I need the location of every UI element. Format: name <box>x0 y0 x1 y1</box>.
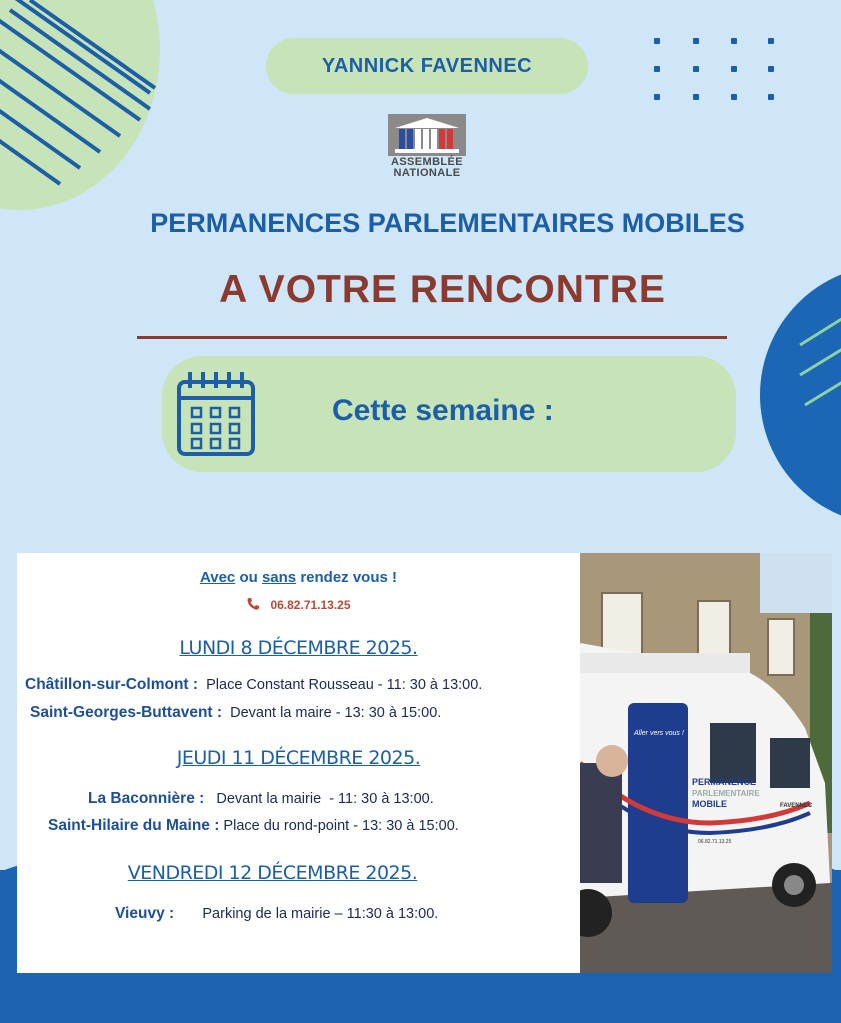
van-text-line2: PARLEMENTAIRE <box>692 789 760 798</box>
rdv-rest: rendez vous ! <box>296 569 398 586</box>
entry-detail: Devant la mairie - 11: 30 à 13:00. <box>216 791 434 807</box>
phone-icon <box>246 597 260 611</box>
appointment-note <box>17 569 580 586</box>
rdv-avec: Avec <box>199 569 236 586</box>
page-subtitle: PERMANENCES PARLEMENTAIRES MOBILES <box>150 208 745 238</box>
week-label: Cette semaine : <box>332 394 554 427</box>
entry-detail: Parking de la mairie – 11:30 à 13:00. <box>202 906 439 922</box>
van-brand: FAVENNEC <box>780 803 813 809</box>
entry-detail: Devant la maire - 13: 30 à 15:00. <box>230 705 442 721</box>
entry-place: Saint-Hilaire du Maine : <box>48 817 220 834</box>
schedule-entry <box>88 790 434 808</box>
entry-detail: Place du rond-point - 13: 30 à 15:00. <box>223 818 459 834</box>
schedule-panel <box>17 553 580 973</box>
decorative-green-circle <box>0 0 160 210</box>
title-divider <box>137 336 727 339</box>
day-heading-thursday: JEUDI 11 DÉCEMBRE 2025. <box>176 747 421 769</box>
van-door-text: Aller vers vous ! <box>634 730 684 737</box>
van-text-line3: MOBILE <box>692 799 727 809</box>
van-phone: 06.82.71.13.25 <box>698 839 732 845</box>
logo-text <box>370 157 484 179</box>
schedule-entry <box>48 817 459 835</box>
deputy-name: YANNICK FAVENNEC <box>321 54 533 77</box>
day-heading-monday: LUNDI 8 DÉCEMBRE 2025. <box>179 637 418 659</box>
entry-place: Saint-Georges-Buttavent : <box>30 704 223 721</box>
page-title: A VOTRE RENCONTRE <box>219 268 666 311</box>
schedule-entry <box>115 905 438 923</box>
entry-place: La Baconnière : <box>88 790 205 807</box>
van-photo <box>580 553 832 973</box>
rdv-ou: ou <box>235 569 262 586</box>
calendar-icon <box>176 368 256 458</box>
van-text-line1: PERMANENCE <box>692 777 757 787</box>
schedule-entry <box>30 704 441 722</box>
schedule-entry <box>25 676 482 694</box>
logo-text-line1: ASSEMBLÉE <box>390 156 464 168</box>
logo-text-line2: NATIONALE <box>393 167 461 179</box>
entry-place: Châtillon-sur-Colmont : <box>25 676 199 693</box>
phone-line <box>17 597 580 612</box>
rdv-sans: sans <box>261 569 297 586</box>
entry-place: Vieuvy : <box>115 905 175 922</box>
phone-number[interactable]: 06.82.71.13.25 <box>270 598 351 612</box>
day-heading-friday: VENDREDI 12 DÉCEMBRE 2025. <box>127 862 418 884</box>
deputy-name-badge <box>266 38 588 94</box>
entry-detail: Place Constant Rousseau - 11: 30 à 13:00. <box>206 677 483 693</box>
